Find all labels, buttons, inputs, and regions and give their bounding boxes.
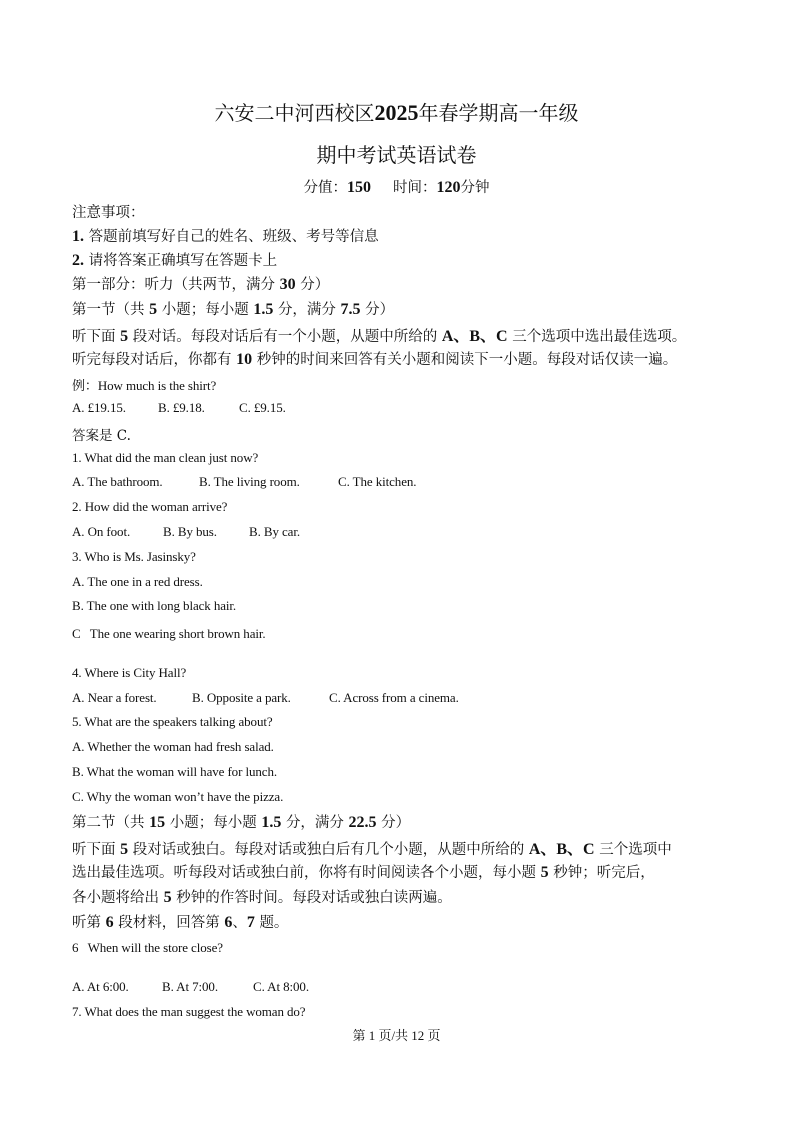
s1-instr2-a: 听完每段对话后，你都有: [72, 352, 232, 368]
score-label: 分值：: [303, 180, 347, 196]
question-2: 2. How did the woman arrive?: [72, 499, 228, 514]
time-value: 120: [436, 179, 461, 196]
section1-text-c: 分，满分: [277, 302, 336, 318]
section1-per-score: 1.5: [253, 301, 274, 318]
section2-text-c: 分，满分: [285, 815, 344, 831]
term-grade: 年春学期高一年级: [418, 101, 579, 125]
s2-material-b: 段材料，回答第: [118, 915, 220, 931]
section1-total: 7.5: [340, 301, 361, 318]
s2-instr3-a: 各小题将给出: [72, 890, 159, 906]
notice-item-1: [72, 225, 379, 246]
q6-option-b: B. At 7:00.: [162, 979, 218, 994]
q3-option-b: B. The one with long black hair.: [72, 598, 237, 613]
s2-instr1-abc: A、B、C: [528, 841, 595, 858]
s2-instr1-c: 三个选项中: [599, 842, 672, 858]
s2-instr2-b: 秒钟；听完后，: [553, 865, 655, 881]
section2-heading: [72, 811, 410, 832]
question-2-options: [72, 524, 300, 540]
section2-text-a: 第二节（共: [72, 815, 145, 831]
s2-instr2-a: 选出最佳选项。听每段对话或独白前，你将有时间阅读各个小题，每小题: [72, 865, 536, 881]
q2-option-a: A. On foot.: [72, 524, 131, 539]
example-option-c: C. £9.15.: [239, 400, 286, 415]
q4-option-a: A. Near a forest.: [72, 690, 157, 705]
s2-instr1-a: 听下面: [72, 842, 116, 858]
section1-instruction-1: [72, 323, 686, 346]
q6-option-c: C. At 8:00.: [253, 979, 309, 994]
section1-instruction-2: [72, 348, 677, 369]
notice-item-2-num: 2.: [72, 252, 84, 269]
score-time-line: [0, 176, 793, 197]
q5-option-b: B. What the woman will have for lunch.: [72, 764, 277, 779]
q1-option-c: C. The kitchen.: [338, 474, 417, 489]
section2-instruction-3: [72, 886, 452, 907]
q6-option-a: A. At 6:00.: [72, 979, 129, 994]
section2-text-d: 分）: [381, 815, 411, 831]
question-7: 7. What does the man suggest the woman do?: [72, 1004, 306, 1019]
score-value: 150: [347, 179, 371, 196]
question-4: 4. Where is City Hall?: [72, 665, 187, 680]
section1-count: 5: [149, 301, 158, 318]
s2-material-c: 、: [232, 915, 247, 931]
s1-instr2-n: 10: [236, 351, 253, 368]
s2-material-d: 题。: [259, 915, 289, 931]
exam-title-line1: [0, 97, 793, 126]
q1-option-a: A. The bathroom.: [72, 474, 163, 489]
section1-text-a: 第一节（共: [72, 302, 145, 318]
page-footer: 第 1 页/共 12 页: [352, 1028, 441, 1043]
s2-material-q6: 6: [224, 914, 233, 931]
s2-instr3-n: 5: [163, 889, 172, 906]
part1-score: 30: [279, 276, 296, 293]
s2-material-a: 听第: [72, 915, 101, 931]
example-answer: 答案是 C.: [72, 428, 131, 444]
notice-item-2: [72, 249, 277, 270]
section1-heading: [72, 298, 394, 319]
section2-text-b: 小题；每小题: [169, 815, 257, 831]
example-question: [72, 375, 216, 394]
notice-heading: 注意事项：: [72, 205, 145, 221]
s2-instr2-n: 5: [540, 864, 549, 881]
section2-count: 15: [149, 814, 166, 831]
section2-material: [72, 911, 288, 932]
exam-year: 2025: [374, 100, 419, 125]
school-name: 六安二中河西校区: [214, 101, 375, 125]
q5-option-c: C. Why the woman won’t have the pizza.: [72, 789, 284, 804]
q3-option-a: A. The one in a red dress.: [72, 574, 203, 589]
q4-option-c: C. Across from a cinema.: [329, 690, 459, 705]
example-question-text: How much is the shirt?: [97, 378, 217, 393]
q4-option-b: B. Opposite a park.: [192, 690, 291, 705]
notice-item-1-text: 答题前填写好自己的姓名、班级、考号等信息: [88, 229, 379, 245]
s1-instr1-abc: A、B、C: [441, 328, 508, 345]
q3-option-c: C The one wearing short brown hair.: [72, 626, 266, 641]
example-label: 例：: [72, 379, 98, 394]
example-option-a: A. £19.15.: [72, 400, 126, 415]
s1-instr1-b: 段对话。每段对话后有一个小题，从题中所给的: [132, 329, 438, 345]
q2-option-c: B. By car.: [249, 524, 300, 539]
part1-text-b: 分）: [300, 277, 330, 293]
notice-item-2-text: 请将答案正确填写在答题卡上: [88, 253, 278, 269]
s2-material-num: 6: [105, 914, 114, 931]
s2-material-q7: 7: [246, 914, 255, 931]
notice-item-1-num: 1.: [72, 228, 84, 245]
question-3: 3. Who is Ms. Jasinsky?: [72, 549, 196, 564]
question-4-options: [72, 690, 459, 706]
s1-instr2-b: 秒钟的时间来回答有关小题和阅读下一小题。每段对话仅读一遍。: [256, 352, 678, 368]
example-option-b: B. £9.18.: [158, 400, 205, 415]
exam-title-line2: 期中考试英语试卷: [316, 143, 477, 167]
section1-text-d: 分）: [365, 302, 395, 318]
s1-instr1-n: 5: [120, 328, 129, 345]
section2-instruction-2: [72, 861, 655, 882]
s2-instr3-b: 秒钟的作答时间。每段对话或独白读两遍。: [176, 890, 452, 906]
question-6-options: [72, 979, 309, 995]
part1-heading: [72, 273, 329, 294]
s2-instr1-n: 5: [120, 841, 129, 858]
question-6: 6 When will the store close?: [72, 940, 223, 955]
q2-option-b: B. By bus.: [163, 524, 217, 539]
section2-instruction-1: [72, 836, 672, 859]
time-unit: 分钟: [460, 180, 490, 196]
question-1-options: [72, 474, 416, 490]
section1-text-b: 小题；每小题: [161, 302, 249, 318]
part1-text-a: 第一部分：听力（共两节，满分: [72, 277, 275, 293]
s1-instr1-c: 三个选项中选出最佳选项。: [512, 329, 687, 345]
q5-option-a: A. Whether the woman had fresh salad.: [72, 739, 274, 754]
question-5: 5. What are the speakers talking about?: [72, 714, 273, 729]
s1-instr1-a: 听下面: [72, 329, 116, 345]
example-options: [72, 400, 286, 416]
s2-instr1-b: 段对话或独白。每段对话或独白后有几个小题，从题中所给的: [132, 842, 525, 858]
q1-option-b: B. The living room.: [199, 474, 300, 489]
time-label: 时间：: [393, 180, 437, 196]
section2-per-score: 1.5: [261, 814, 282, 831]
question-1: 1. What did the man clean just now?: [72, 450, 259, 465]
section2-total: 22.5: [348, 814, 377, 831]
